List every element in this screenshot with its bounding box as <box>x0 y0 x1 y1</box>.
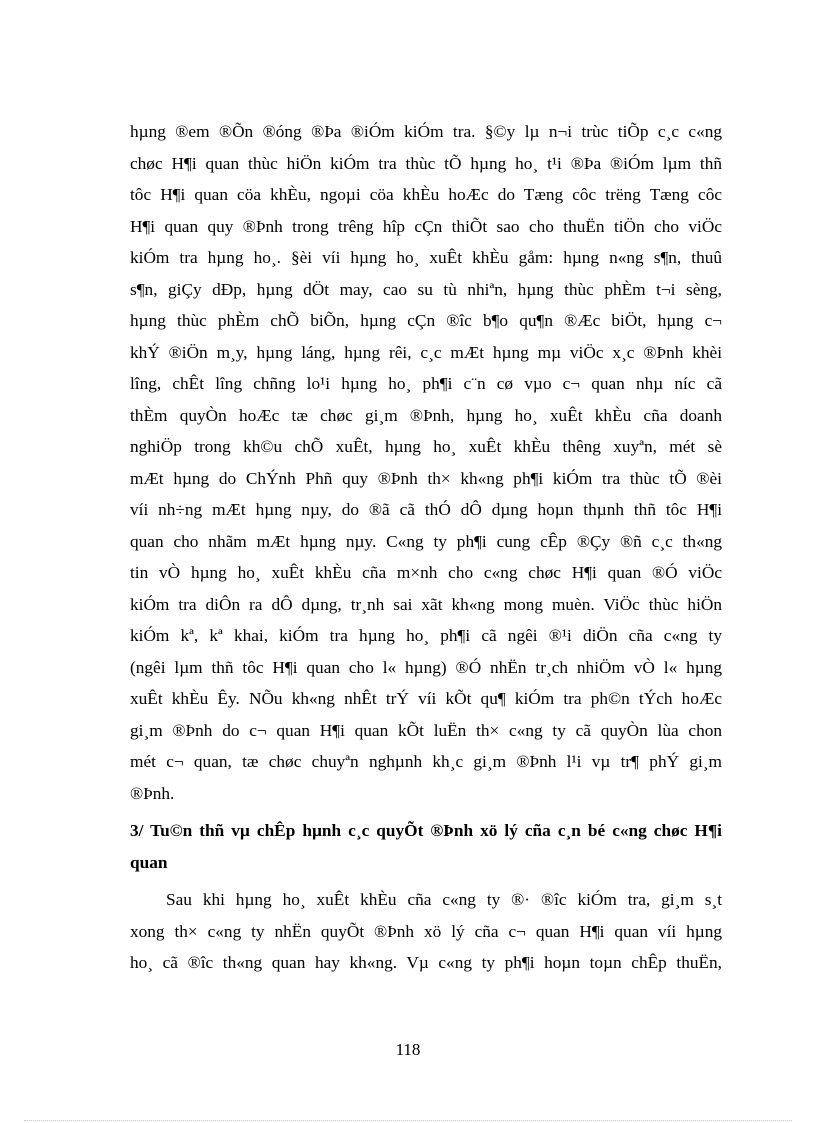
text-line: thÈm quyÒn hoÆc tæ chøc gi¸m ®Þnh, hµng ho¸ xuÊt khÈu cña doanh <box>130 405 722 425</box>
text-line: mÆt hµng do ChÝnh Phñ quy ®Þnh th× kh«ng ph¶i kiÓm tra thùc tÕ ®èi <box>130 468 722 488</box>
heading-line: quan <box>130 852 168 872</box>
text-line: hµng thùc phÈm chÕ biÕn, hµng cÇn ®îc b¶o qu¶n ®Æc biÖt, hµng c¬ <box>130 311 722 330</box>
text-line: kiÓm tra hµng ho¸. §èi víi hµng ho¸ xuÊt khÈu gåm: hµng n«ng s¶n, thuû <box>130 248 722 267</box>
text-line: (ngêi lµm thñ tôc H¶i quan cho l« hµng) ®Ó nhËn tr¸ch nhiÖm vÒ l« hµng <box>130 657 722 677</box>
text-line: víi nh÷ng mÆt hµng nµy, do ®ã cã thÓ dÔ dµng hoµn thµnh thñ tôc H¶i <box>130 500 722 519</box>
text-line: xuÊt khÈu Êy. NÕu kh«ng nhÊt trÝ víi kÕt qu¶ kiÓm tra ph©n tÝch hoÆc <box>130 689 722 708</box>
text-line: ®Þnh. <box>130 783 175 803</box>
section-heading <box>130 815 722 878</box>
text-line: lîng, chÊt lîng chñng lo¹i hµng ho¸ ph¶i c¨n cø vµo c¬ quan nhµ níc cã <box>130 374 722 393</box>
text-line: khÝ ®iÖn m¸y, hµng láng, hµng rêi, c¸c mÆt hµng mµ viÖc x¸c ®Þnh khèi <box>130 342 722 362</box>
heading-line: 3/ Tu©n thñ vµ chÊp hµnh c¸c quyÕt ®Þnh xö lý cña c¸n bé c«ng chøc H¶i <box>130 821 722 840</box>
text-line: ho¸ cã ®îc th«ng quan hay kh«ng. Vµ c«ng ty ph¶i hoµn toµn chÊp thuËn, <box>130 953 722 972</box>
text-line: H¶i quan quy ®Þnh trong trêng hîp cÇn thiÕt sao cho thuËn tiÖn cho viÖc <box>130 216 722 236</box>
paragraph-2 <box>130 884 722 979</box>
body-text <box>130 116 722 979</box>
page-number: 118 <box>395 1040 421 1059</box>
text-line: kiÓm kª, kª khai, kiÓm tra hµng ho¸ ph¶i cã ngêi ®¹i diÖn cña c«ng ty <box>130 626 722 645</box>
text-line: mét c¬ quan, tæ chøc chuyªn nghµnh kh¸c gi¸m ®Þnh l¹i vµ tr¶ phÝ gi¸m <box>130 752 722 771</box>
paragraph-1 <box>130 116 722 809</box>
text-line: s¶n, giÇy dÐp, hµng dÖt may, cao su tù nhiªn, hµng thùc phÈm t¬i sèng, <box>130 279 722 299</box>
footer-divider <box>24 1120 792 1121</box>
text-line: quan cho nhãm mÆt hµng nµy. C«ng ty ph¶i cung cÊp ®Çy ®ñ c¸c th«ng <box>130 531 722 551</box>
text-line: chøc H¶i quan thùc hiÖn kiÓm tra thùc tÕ hµng ho¸ t¹i ®Þa ®iÓm lµm thñ <box>130 153 722 173</box>
text-line: tin vÒ hµng ho¸ xuÊt khÈu cña m×nh cho c«ng chøc H¶i quan ®Ó viÖc <box>130 563 722 582</box>
text-line: nghiÖp trong kh©u chÕ xuÊt, hµng ho¸ xuÊt khÈu thêng xuyªn, mét sè <box>130 437 722 456</box>
text-line: kiÓm tra diÔn ra dÔ dµng, tr¸nh sai xãt kh«ng mong muèn. ViÖc thùc hiÖn <box>130 594 722 614</box>
text-line: Sau khi hµng ho¸ xuÊt khÈu cña c«ng ty ®· ®îc kiÓm tra, gi¸m s¸t <box>166 890 722 909</box>
text-line: tôc H¶i quan cöa khÈu, ngoµi cöa khÈu hoÆc do Tæng côc trëng Tæng côc <box>130 185 722 204</box>
text-line: xong th× c«ng ty nhËn quyÕt ®Þnh xö lý cña c¬ quan H¶i quan víi hµng <box>130 921 722 941</box>
text-line: gi¸m ®Þnh do c¬ quan H¶i quan kÕt luËn th× c«ng ty cã quyÒn lùa chon <box>130 720 722 740</box>
text-line: hµng ®em ®Õn ®óng ®Þa ®iÓm kiÓm tra. §©y lµ n¬i trùc tiÕp c¸c c«ng <box>130 122 722 141</box>
